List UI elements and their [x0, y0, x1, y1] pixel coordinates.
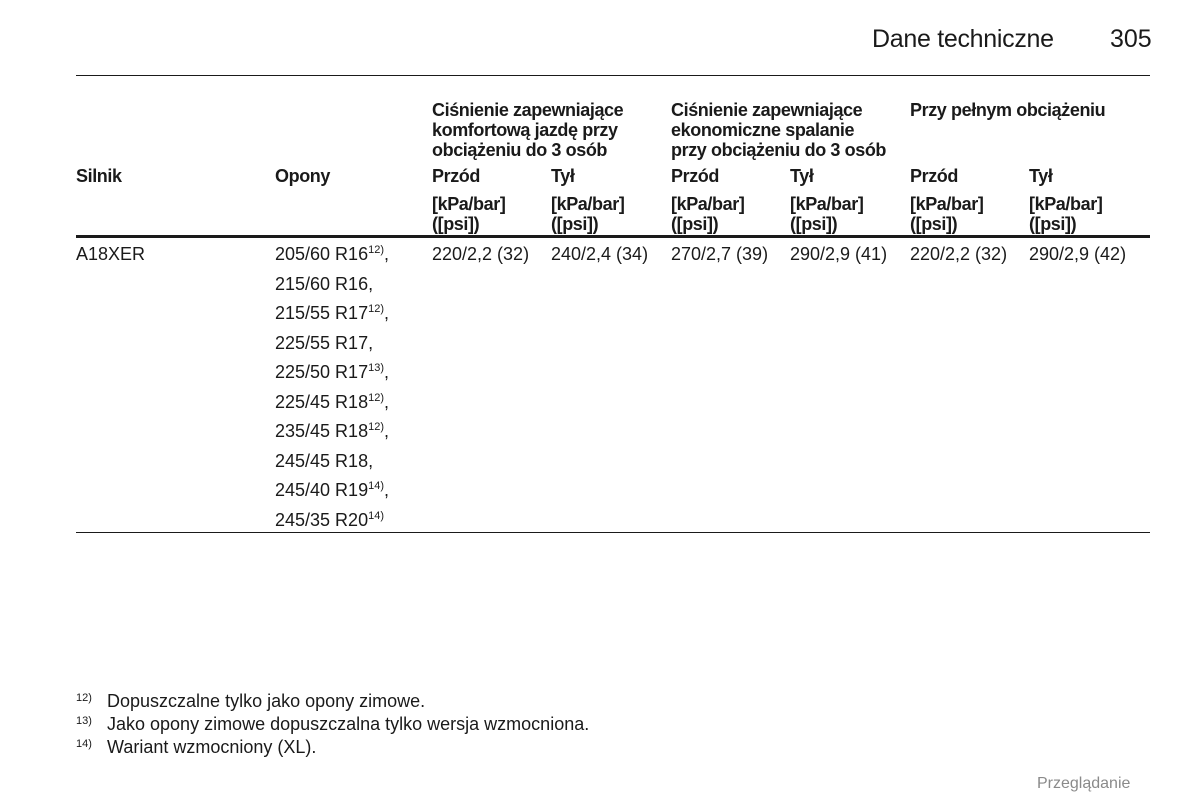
tyre-size: 215/60 R16,	[275, 273, 374, 294]
table-bottom-rule	[76, 532, 1150, 533]
column-header-front: Przód	[671, 166, 720, 186]
column-header-tyres: Opony	[275, 166, 330, 186]
page-number: 305	[1110, 25, 1152, 53]
unit-label: [kPa/bar] ([psi])	[432, 194, 506, 234]
table-header-rule	[76, 235, 1150, 238]
column-header-rear: Tył	[551, 166, 575, 186]
footnote: 13) Jako opony zimowe dopuszczalna tylko wersja wzmocniona.	[76, 714, 590, 734]
column-header-rear: Tył	[790, 166, 814, 186]
column-header-rear: Tył	[1029, 166, 1053, 186]
column-header-front: Przód	[432, 166, 481, 186]
pressure-value: 270/2,7 (39)	[671, 244, 769, 264]
group-header-full-load: Przy pełnym obciążeniu	[910, 100, 1106, 120]
engine-code: A18XER	[76, 244, 146, 264]
column-header-front: Przód	[910, 166, 959, 186]
tyre-size: 205/60 R16$^{12)}$,	[275, 244, 389, 264]
header-rule	[76, 75, 1150, 76]
group-header-comfort: Ciśnienie zapewniające komfortową jazdę przy obciążeniu do 3 osób	[432, 100, 624, 160]
footnote: 14) Wariant wzmocniony (XL).	[76, 737, 317, 757]
tyre-size: 225/45 R18$^{12)}$,	[275, 391, 389, 412]
browse-link[interactable]: Przeglądanie	[1037, 775, 1131, 792]
pressure-value: 220/2,2 (32)	[910, 244, 1008, 264]
unit-label: [kPa/bar] ([psi])	[910, 194, 984, 234]
tyre-size: 235/45 R18$^{12)}$,	[275, 421, 389, 441]
tyre-size: 245/40 R19$^{14)}$,	[275, 480, 389, 500]
tyre-size: 225/50 R17$^{13)}$,	[275, 362, 389, 382]
pressure-value: 290/2,9 (42)	[1029, 244, 1127, 264]
unit-label: [kPa/bar] ([psi])	[790, 194, 864, 234]
tyre-size: 245/35 R20$^{14)}$	[275, 509, 384, 530]
unit-label: [kPa/bar] ([psi])	[671, 194, 745, 234]
pressure-value: 290/2,9 (41)	[790, 244, 888, 264]
column-header-engine: Silnik	[76, 166, 122, 186]
footnote: 12) Dopuszczalne tylko jako opony zimowe.	[76, 691, 426, 711]
pressure-value: 220/2,2 (32)	[432, 244, 530, 264]
tyre-size: 225/55 R17,	[275, 332, 374, 353]
group-header-eco: Ciśnienie zapewniające ekonomiczne spalanie przy obciążeniu do 3 osób	[671, 100, 887, 160]
unit-label: [kPa/bar] ([psi])	[551, 194, 625, 234]
tyre-size: 215/55 R17$^{12)}$,	[275, 303, 389, 323]
tyre-size: 245/45 R18,	[275, 450, 374, 471]
pressure-value: 240/2,4 (34)	[551, 244, 649, 264]
section-title: Dane techniczne	[872, 25, 1054, 53]
unit-label: [kPa/bar] ([psi])	[1029, 194, 1103, 234]
